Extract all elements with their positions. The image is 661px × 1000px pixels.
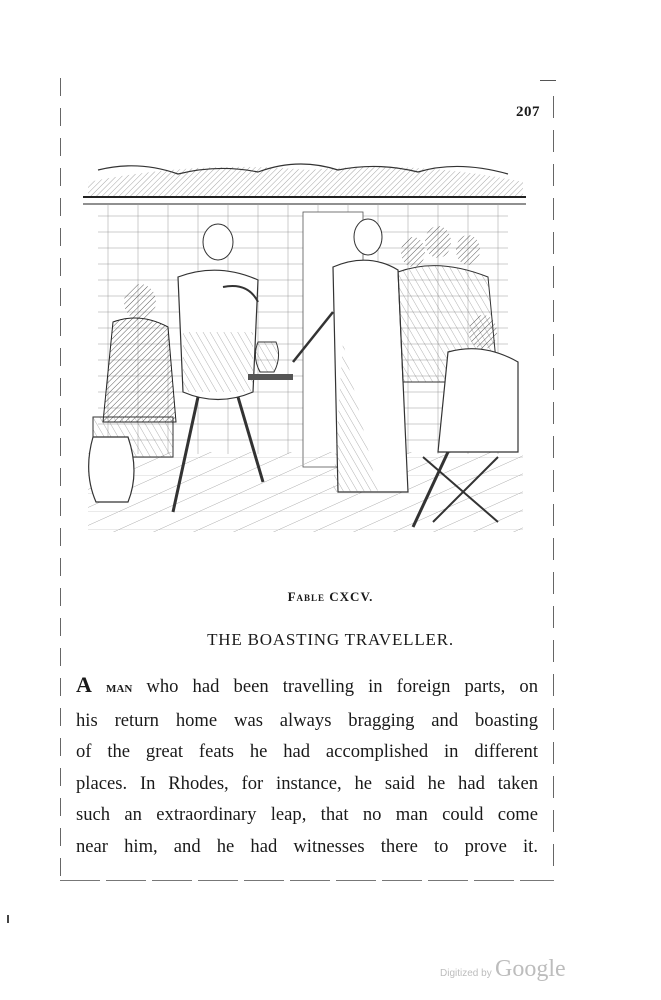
- top-edge-mark: [540, 80, 556, 81]
- vase: [255, 342, 278, 372]
- fable-number: Fable CXCV.: [287, 589, 374, 604]
- fable-line-4: places. In Rhodes, for instance, he said he had taken: [76, 772, 538, 794]
- fable-line-1: [76, 669, 538, 705]
- watermark-prefix: Digitized by: [440, 968, 492, 979]
- fable-line-6: near him, and he had witnesses there to prove it.: [76, 835, 538, 857]
- side-table: [248, 374, 293, 380]
- floor: [88, 452, 523, 532]
- lower-left-speck: [7, 915, 9, 923]
- fable-line-5: such an extraordinary leap, that no man could come: [76, 804, 538, 826]
- fable-illustration: [78, 152, 530, 542]
- pergola-roof: [83, 164, 526, 204]
- right-margin-line: [553, 96, 554, 876]
- fable-line-3: of the great feats he had accomplished in different: [76, 741, 538, 763]
- fable-body: [76, 669, 538, 863]
- drop-cap: A: [76, 672, 92, 697]
- bottom-edge-line: [60, 880, 554, 881]
- left-margin-line: [60, 78, 61, 878]
- watermark-brand: Google: [495, 956, 566, 982]
- fable-title: THE BOASTING TRAVELLER.: [207, 630, 454, 649]
- jug: [89, 437, 134, 502]
- fable-line-1-text: who had been travelling in foreign parts, on: [132, 676, 538, 697]
- lead-word: man: [106, 680, 133, 696]
- fable-line-2: his return home was always bragging and boasting: [76, 709, 538, 731]
- page-number: 207: [516, 104, 540, 120]
- google-watermark: [440, 956, 580, 986]
